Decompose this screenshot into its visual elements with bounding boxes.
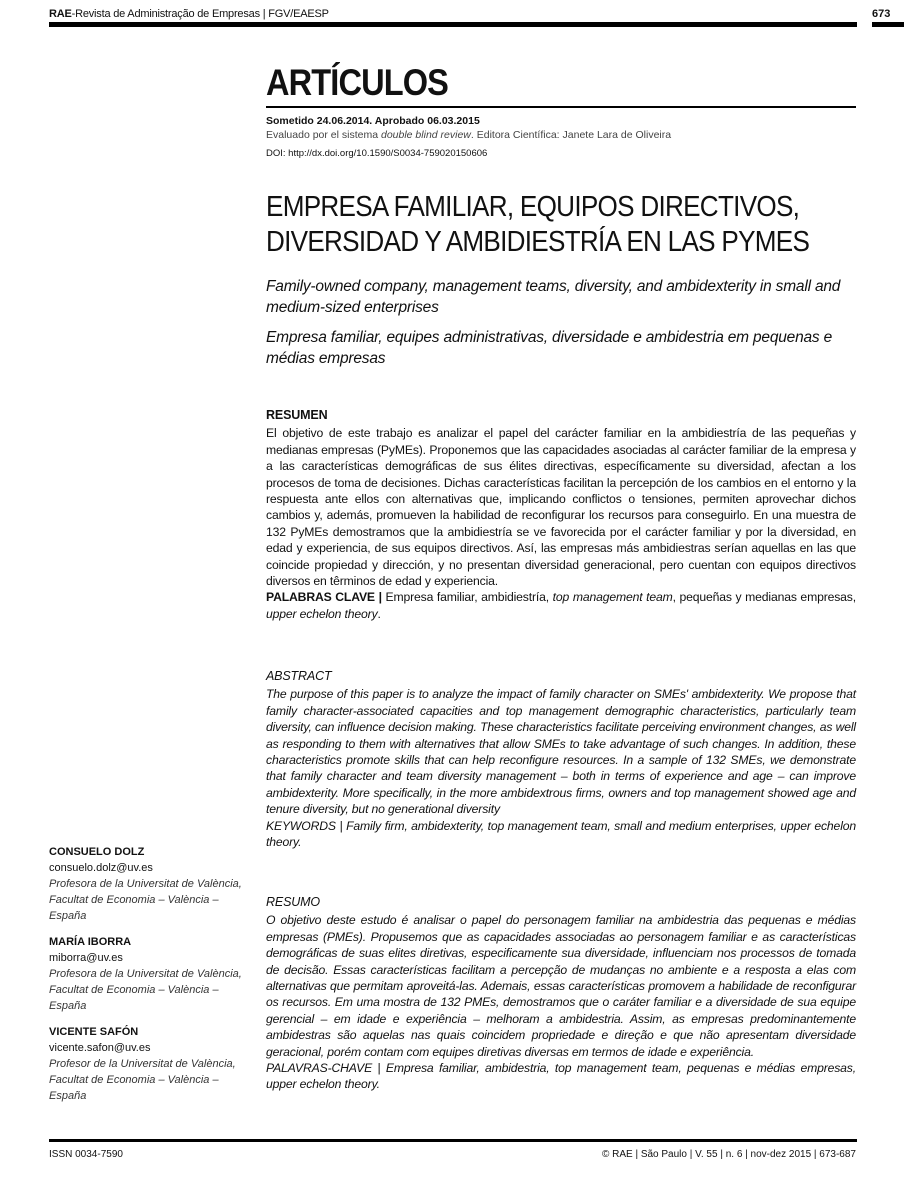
review-info: Evaluado por el sistema double blind review. Editora Científica: Janete Lara de Oliveira	[266, 129, 672, 141]
section-rule	[266, 106, 856, 108]
doi-link[interactable]: DOI: http://dx.doi.org/10.1590/S0034-759020150606	[266, 148, 488, 159]
abstract-section	[266, 668, 856, 850]
resumo-text: O objetivo deste estudo é analisar o papel do personagem familiar na ambidestria das pequenas e médias empresas (PMEs). Propusemos que as capacidades associadas ao personagem familiar e as características demográficas de suas elites diretivas, especificamente sua diversidade, influenciam nos processos de tomada de decisão. Essas características facilitam a percepção de mudanças no ambiente e a resposta a elas com alternativas que permitam aproveitá-las. Ademais, essas características promovem a habilidade de reconfigurar os recursos. Em uma mostra de 132 PMEs, demostramos que o caráter familiar e a diversidade de sua equipe gerencial – em idade e experiência – melhoram a ambidestria. Assim, as empresas predominantemente ambidestras são aquelas nas quais coincidem propriedade e direção e que não apresentam diversidade geracional, porém contam com equipes diretivas diversas em termos de idade e experiência.	[266, 913, 856, 1059]
subtitle-portuguese: Empresa familiar, equipes administrativas, diversidade e ambidestria em pequenas e médias empresas	[266, 329, 833, 367]
footer-rule	[49, 1139, 857, 1142]
author: VICENTE SAFÓN vicente.safon@uv.es Profesor de la Universitat de València, Facultat de Economia – València – España	[49, 1024, 244, 1104]
abstract-text: The purpose of this paper is to analyze the impact of family character on SMEs' ambidexterity. We propose that family character-associated capacities and top management demographic characteristics, particularly team diversity, can influence decision making. These characteristics facilitate perceiving environment changes, as well as responding to them with alternatives that allow SMEs to take advantage of such changes. In addition, these characteristics promote skills that can help reconfigure resources. In a sample of 132 SMEs, we demonstrate that family character and team diversity management – both in terms of experience and age – can improve ambidexterity. More specifically, in the more ambidextrous firms, owners and top management showed age and tenure diversity, but no generational diversity	[266, 687, 856, 817]
page-number: 673	[872, 8, 891, 20]
running-header: RAE-Revista de Administração de Empresas | FGV/EAESP	[49, 8, 329, 20]
resumen-text: El objetivo de este trabajo es analizar el papel del carácter familiar en la ambidiestría de las pequeñas y medianas empresas (PyMEs). Proponemos que las capacidades asociadas al carácter familiar de la empresa y a las características demográficas de sus élites directivas, específicamente su diversidad, afectan a los procesos de toma de decisiones. Dichas características facilitan la percepción de los cambios en el entorno y la respuesta ante ellos con alternativas que, implicando conflictos o tensiones, permiten aprovechar dichos cambios y, además, promueven la habilidad de reconfigurar los recursos para conseguirlo. En una muestra de 132 PyMEs demostramos que la ambidiestría se ve favorecida por el carácter familiar y por la diversidad, en edad y experiencia, de sus equipos directivos. Así, las empresas más ambidiestras serían aquellas en las que coincide propiedad y dirección, y no presentan diversidad generacional, pero cuentan con equipos directivos diversos en têrminos de edad y experiencia.	[266, 426, 856, 589]
palabras-clave: PALABRAS CLAVE | Empresa familiar, ambidiestría, top management team, pequeñas y medianas empresas, upper echelon theory.	[266, 590, 856, 621]
resumen-heading: RESUMEN	[266, 408, 328, 422]
resumen-section	[266, 407, 856, 622]
article-title: EMPRESA FAMILIAR, EQUIPOS DIRECTIVOS, DIVERSIDAD Y AMBIDIESTRÍA EN LAS PYMES	[266, 191, 810, 258]
issn: ISSN 0034-7590	[49, 1149, 123, 1160]
header-rule-page	[872, 22, 904, 27]
author: MARÍA IBORRA miborra@uv.es Profesora de la Universitat de València, Facultat de Economia – València – España	[49, 934, 244, 1014]
header-rule	[49, 22, 857, 27]
abstract-heading: ABSTRACT	[266, 669, 332, 683]
author: CONSUELO DOLZ consuelo.dolz@uv.es Profesora de la Universitat de València, Facultat de Economia – València – España	[49, 844, 244, 924]
subtitle-english: Family-owned company, management teams, diversity, and ambidexterity in small and medium-sized enterprises	[266, 278, 841, 316]
author-email[interactable]: miborra@uv.es	[49, 952, 123, 964]
author-email[interactable]: consuelo.dolz@uv.es	[49, 862, 153, 874]
section-heading: ARTÍCULOS	[266, 62, 449, 103]
resumo-heading: RESUMO	[266, 895, 320, 909]
submission-dates: Sometido 24.06.2014. Aprobado 06.03.2015	[266, 115, 480, 127]
palavras-chave: PALAVRAS-CHAVE | Empresa familiar, ambidestria, top management team, pequenas e médias empresas, upper echelon theory.	[266, 1061, 856, 1092]
citation: © RAE | São Paulo | V. 55 | n. 6 | nov-dez 2015 | 673-687	[601, 1149, 856, 1160]
resumo-section	[266, 894, 856, 1093]
author-list	[49, 844, 244, 1114]
author-email[interactable]: vicente.safon@uv.es	[49, 1042, 151, 1054]
keywords: KEYWORDS | Family firm, ambidexterity, top management team, small and medium enterprises, upper echelon theory.	[266, 818, 857, 850]
